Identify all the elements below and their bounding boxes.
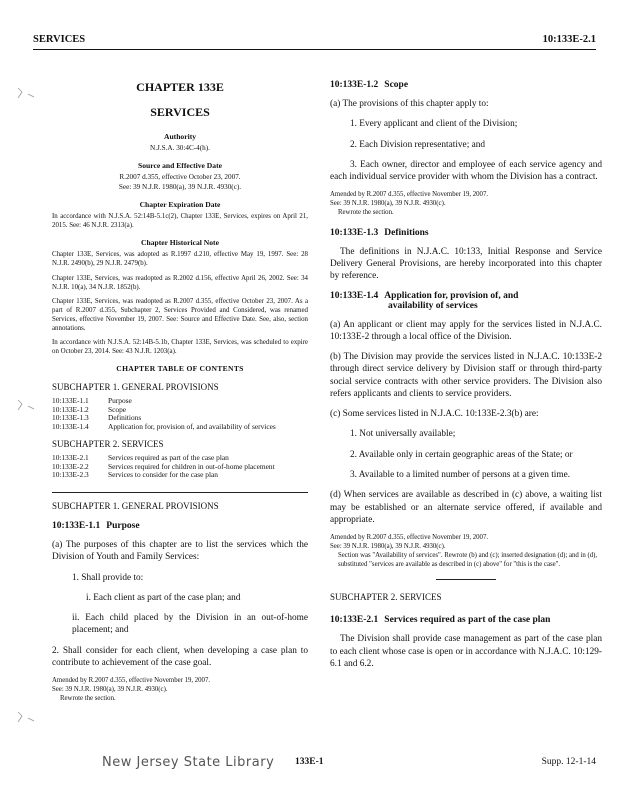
subchapter-1-heading: SUBCHAPTER 1. GENERAL PROVISIONS: [52, 501, 219, 511]
section-heading-1-4: [330, 291, 602, 311]
paragraph: 3. Each owner, director and employee of each service agency and each individual service provider with whom the Division has a contract.: [330, 159, 602, 183]
toc-text: Application for, provision of, and availability of services: [108, 421, 276, 431]
toc-num: 10:133E-2.1: [52, 453, 89, 463]
section-title: Purpose: [106, 521, 140, 531]
toc-table-2: [52, 454, 275, 480]
history-heading: Chapter Historical Note: [141, 238, 219, 248]
subchapter-2-heading: SUBCHAPTER 2. SERVICES: [330, 592, 442, 603]
toc-table-1: [52, 397, 276, 431]
toc-num: 10:133E-1.4: [52, 421, 89, 431]
amendment-line: See: 39 N.J.R. 1980(a), 39 N.J.R. 4930(c).: [52, 685, 168, 693]
section-number: 10:133E-1.3: [330, 227, 379, 238]
toc-row: [52, 423, 276, 432]
section-number: 10:133E-1.4: [330, 290, 379, 301]
paragraph: (b) The Division may provide the services listed in N.J.A.C. 10:133E-2 through direct service delivery by Division staff or through third-party social service contracts with other service providers. The Division also refers applicants and clients to service providers.: [330, 352, 602, 399]
running-header: [33, 34, 596, 48]
amendment-line: Rewrote the section.: [60, 694, 116, 702]
section-number: 10:133E-2.1: [330, 615, 379, 626]
library-watermark: New Jersey State Library: [102, 755, 275, 770]
toc-text: Services required for children in out-of-home placement: [108, 461, 275, 471]
left-column: [52, 80, 308, 714]
paragraph: The Division shall provide case management as part of the case plan to each client whose case is open or in accordance with N.J.A.C. 10:129-6.1 and 6.2.: [330, 634, 602, 669]
paragraph: 2. Available only in certain geographic areas of the State; or: [350, 449, 573, 460]
toc-text: Services required as part of the case plan: [108, 453, 229, 463]
toc-subchapter-2: SUBCHAPTER 2. SERVICES: [52, 439, 164, 450]
page-number: 133E-1: [295, 757, 324, 767]
section-title: Services required as part of the case plan: [384, 615, 551, 626]
section-title: Scope: [384, 80, 409, 90]
section-title-continued: availability of services: [388, 300, 478, 311]
amendment-line: Section was "Availability of services". Rewrote (b) and (c); inserted designation (d); and in (d), substituted "services are available as described in (c) above" for "this is the case".: [338, 551, 598, 568]
divider: [436, 579, 496, 580]
paragraph: (a) An applicant or client may apply for the services listed in N.J.A.C. 10:133E-2 through a local office of the Division.: [330, 319, 602, 342]
section-heading-2-1: [330, 615, 602, 625]
amendment-note: [52, 677, 308, 703]
toc-row: [52, 471, 275, 480]
section-heading-1-2: [330, 80, 602, 90]
header-rule: [33, 49, 596, 50]
authority-text: N.J.S.A. 30:4C-4(h).: [150, 144, 210, 152]
amendment-line: Amended by R.2007 d.355, effective November 19, 2007.: [52, 677, 211, 685]
section-number: 10:133E-1.2: [330, 80, 379, 90]
section-heading-1-1: [52, 521, 308, 531]
divider: [52, 492, 308, 493]
history-paragraph: Chapter 133E, Services, was readopted as R.2002 d.156, effective April 26, 2002. See: 34 N.J.R. 10(a), 34 N.J.R. 1852(b).: [52, 274, 308, 291]
amendment-note: [330, 534, 602, 569]
amendment-line: Amended by R.2007 d.355, effective November 19, 2007.: [330, 191, 489, 199]
toc-num: 10:133E-2.2: [52, 461, 89, 471]
header-left: SERVICES: [33, 34, 86, 45]
paragraph: 1. Shall provide to:: [72, 572, 144, 583]
toc-num: 10:133E-2.3: [52, 470, 89, 480]
paragraph: ii. Each child placed by the Division in an out-of-home placement; and: [72, 613, 308, 636]
amendment-line: See: 39 N.J.R. 1980(a), 39 N.J.R. 4930(c).: [330, 542, 446, 550]
paragraph: 1. Every applicant and client of the Division;: [350, 119, 518, 130]
toc-text: Purpose: [108, 396, 132, 406]
paragraph: 1. Not universally available;: [350, 429, 456, 440]
history-paragraph: In accordance with N.J.S.A. 52:14B-5.1b, Chapter 133E, Services, was scheduled to expire on October 23, 2014. See: 43 N.J.R. 1203(a).: [52, 339, 308, 356]
history-paragraph: Chapter 133E, Services, was readopted as R.2007 d.355, effective October 23, 2007. As a part of R.2007 d.355, Subchapter 2, Services Provided and Considered, was renamed Services, effective November 19, 2007. See: Source and Effective Date. See, also, section annotations.: [52, 297, 308, 333]
chapter-title: SERVICES: [150, 105, 210, 119]
binding-mark-icon: [16, 86, 36, 100]
paragraph: 2. Shall consider for each client, when developing a case plan to contribute to achievement of the case goal.: [52, 645, 308, 668]
paragraph: (d) When services are available as described in (c) above, a waiting list may be established or an alternate service offered, if available and appropriate.: [330, 490, 602, 525]
toc-text: Scope: [108, 404, 127, 414]
amendment-line: Amended by R.2007 d.355, effective November 19, 2007.: [330, 534, 489, 542]
authority-heading: Authority: [163, 132, 197, 141]
section-title: Application for, provision of, and: [384, 290, 519, 301]
chapter-number: CHAPTER 133E: [136, 80, 224, 94]
amendment-note: [330, 191, 602, 217]
amendment-line: See: 39 N.J.R. 1980(a), 39 N.J.R. 4930(c).: [330, 200, 446, 208]
toc-num: 10:133E-1.3: [52, 413, 89, 423]
source-heading: Source and Effective Date: [137, 161, 222, 171]
binding-mark-icon: [16, 398, 36, 412]
toc-num: 10:133E-1.1: [52, 396, 89, 406]
paragraph: i. Each client as part of the case plan; and: [86, 592, 241, 603]
history-paragraph: Chapter 133E, Services, was adopted as R.1997 d.210, effective May 19, 1997. See: 28 N.J.R. 2490(b), 29 N.J.R. 2479(b).: [52, 251, 308, 268]
header-right: 10:133E-2.1: [542, 34, 596, 45]
paragraph: 2. Each Division representative; and: [350, 139, 486, 150]
supplement-date: Supp. 12-1-14: [541, 757, 596, 767]
expiration-text: In accordance with N.J.S.A. 52:14B-5.1c(2), Chapter 133E, Services, expires on April 21, 2015. See: 46 N.J.R. 2313(a).: [52, 213, 308, 230]
expiration-heading: Chapter Expiration Date: [139, 200, 221, 210]
paragraph: (c) Some services listed in N.J.A.C. 10:133E-2.3(b) are:: [330, 409, 539, 420]
right-column: [330, 80, 602, 678]
toc-num: 10:133E-1.2: [52, 404, 89, 414]
toc-text: Services to consider for the case plan: [108, 470, 218, 480]
paragraph: The definitions in N.J.A.C. 10:133, Initial Response and Service Delivery General Provisions, are hereby incorporated into this chapter by reference.: [330, 246, 602, 282]
toc-subchapter-1: SUBCHAPTER 1. GENERAL PROVISIONS: [52, 382, 219, 393]
toc-text: Definitions: [108, 413, 142, 423]
paragraph: (a) The purposes of this chapter are to list the services which the Division of Youth and Family Services:: [52, 540, 308, 563]
source-line: R.2007 d.355, effective October 23, 2007.: [119, 173, 241, 182]
toc-title: CHAPTER TABLE OF CONTENTS: [116, 364, 244, 374]
section-title: Definitions: [384, 227, 429, 238]
paragraph: (a) The provisions of this chapter apply to:: [330, 99, 489, 109]
source-line: See: 39 N.J.R. 1980(a), 39 N.J.R. 4930(c).: [118, 182, 242, 191]
section-number: 10:133E-1.1: [52, 521, 101, 531]
amendment-line: Rewrote the section.: [338, 208, 394, 216]
section-heading-1-3: [330, 228, 602, 238]
binding-mark-icon: [16, 710, 36, 724]
paragraph: 3. Available to a limited number of persons at a given time.: [350, 470, 571, 480]
